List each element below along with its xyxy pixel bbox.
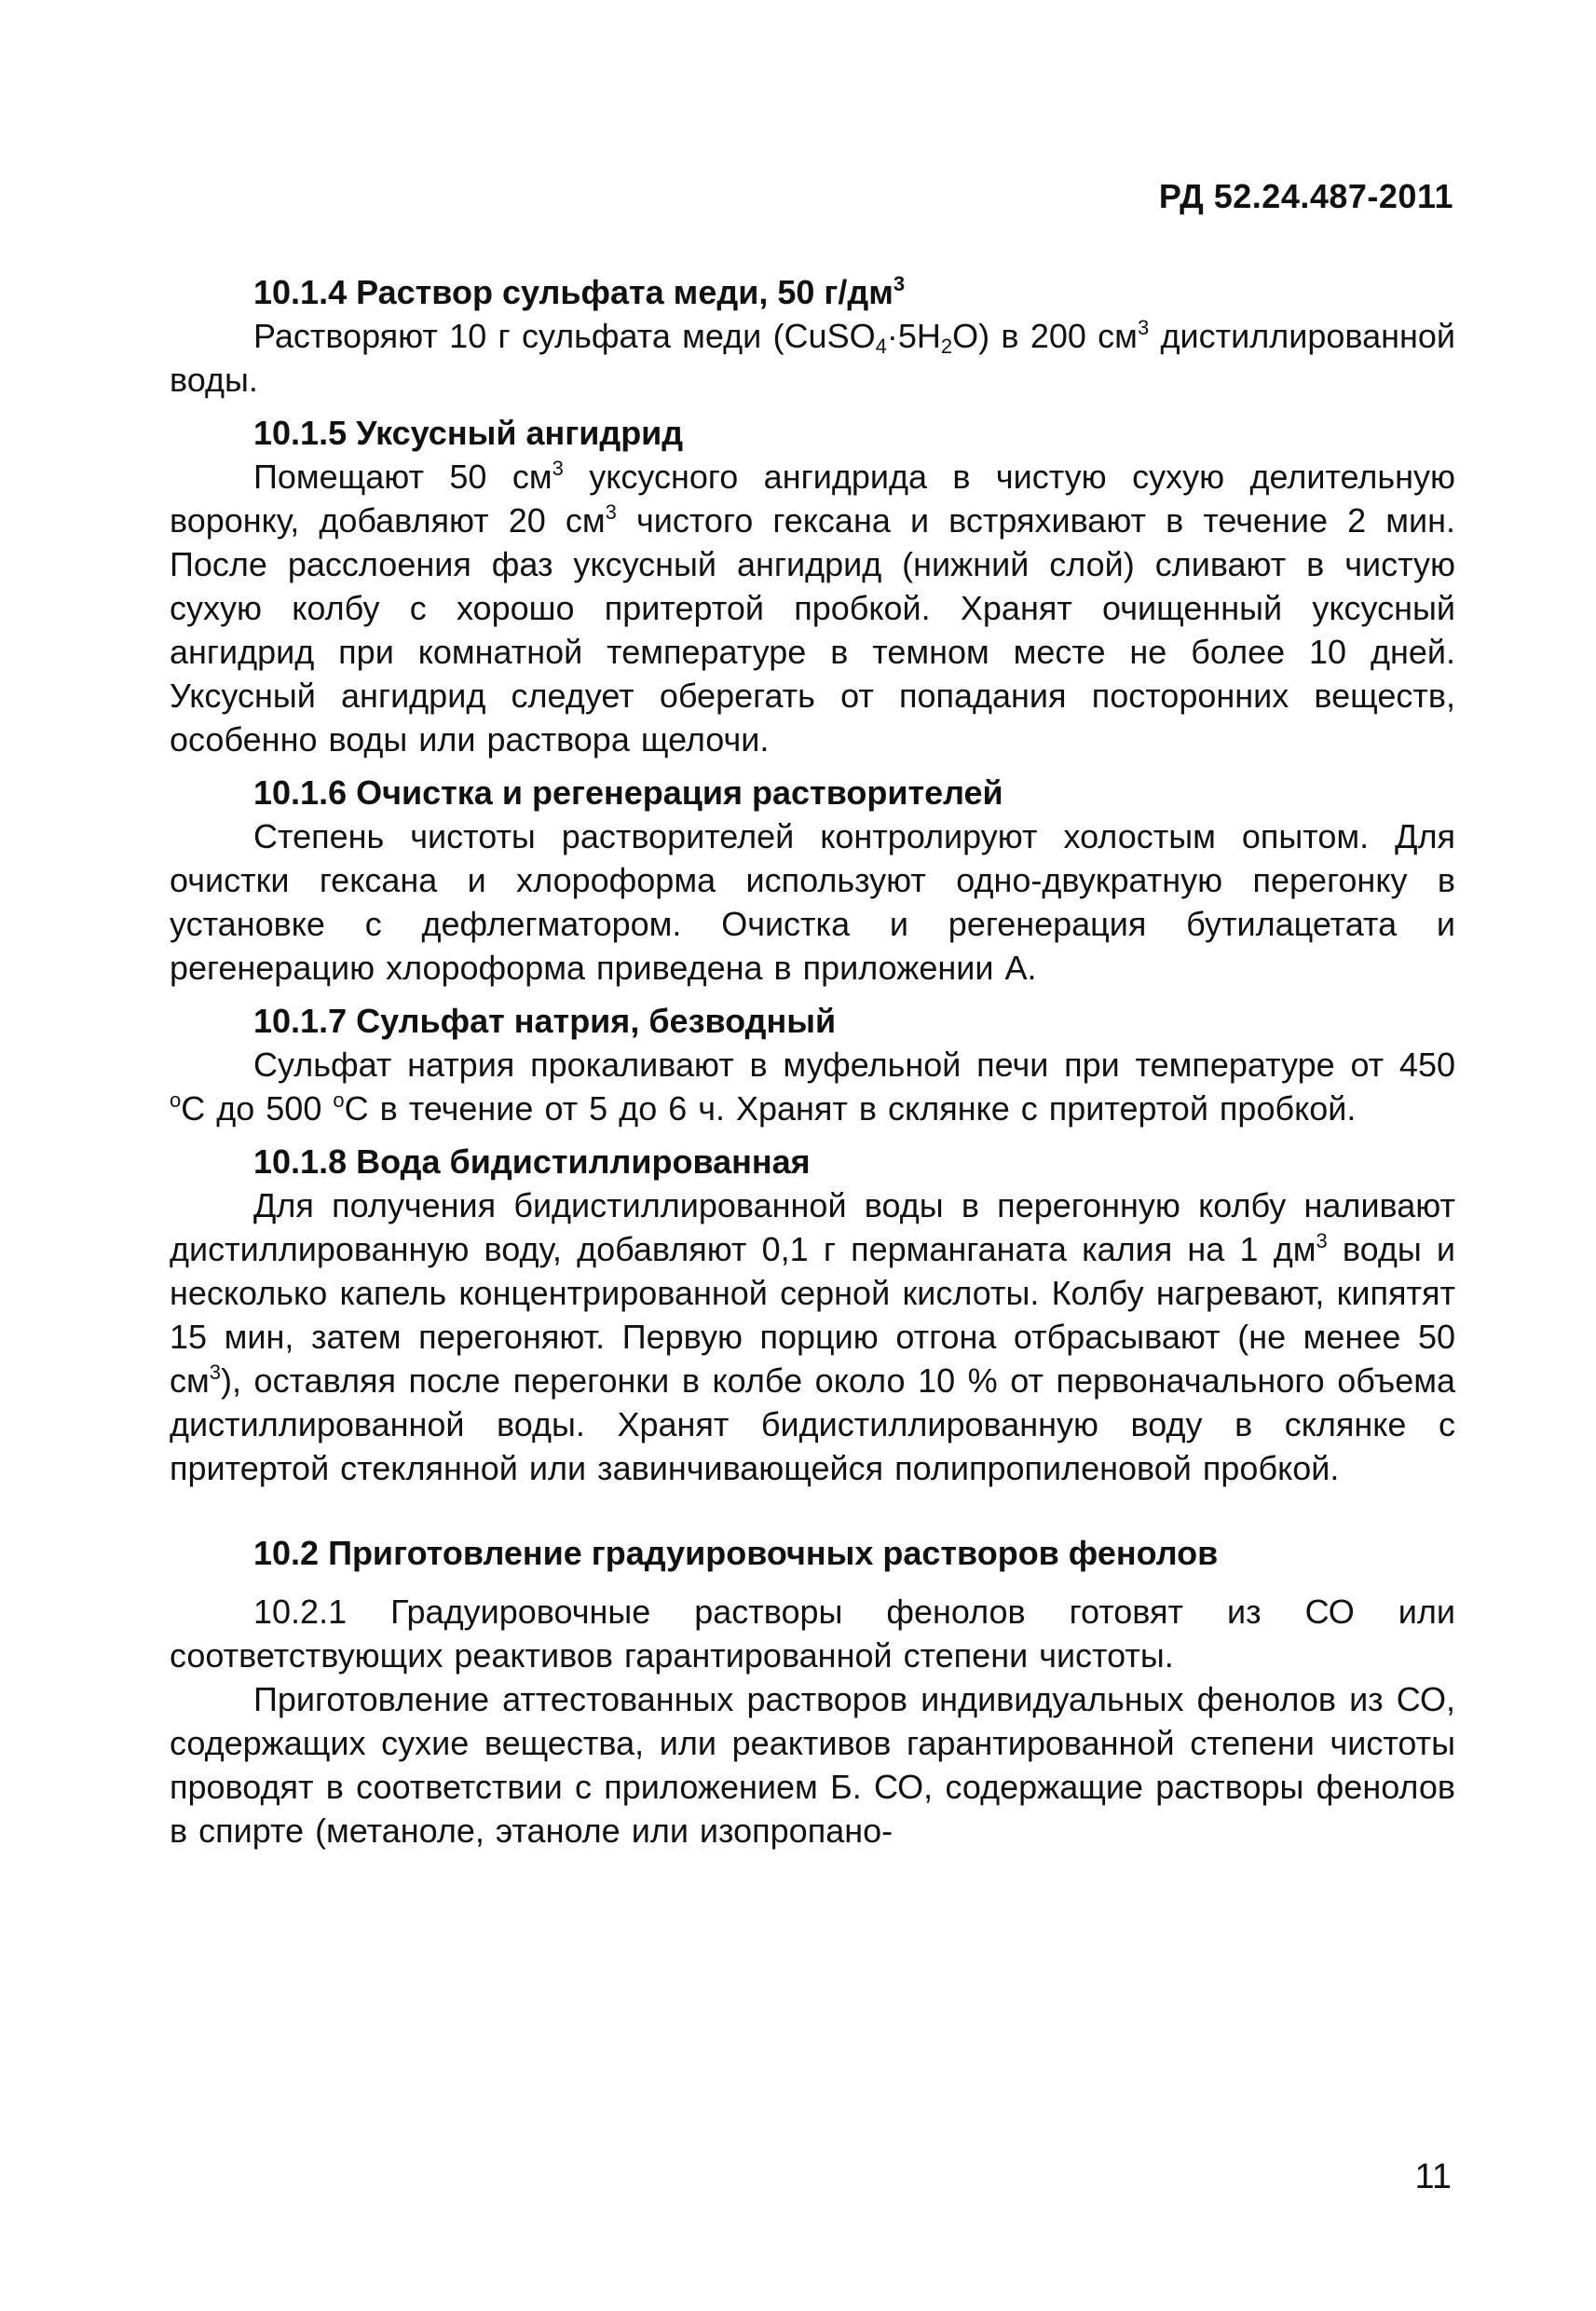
text-run: ), оставляя после перегонки в колбе около 10 % от первоначального объема дистиллированной воды. Хранят бидистиллированную воду в склянке с притертой стеклянной или завинчивающейся полипропиленовой пробкой.: [170, 1361, 1455, 1487]
superscript: 3: [605, 500, 617, 524]
section-heading-10-2: 10.2 Приготовление градуировочных растворов фенолов: [253, 1534, 1219, 1572]
section-heading-10-1-4: [170, 270, 1455, 314]
paragraph-10-1-8: [170, 1183, 1455, 1490]
section-heading-10-1-6: 10.1.6 Очистка и регенерация растворителей: [253, 773, 1003, 812]
heading-text: 10.1.4 Раствор сульфата меди, 50 г/дм: [253, 273, 893, 311]
degree-sign: о: [333, 1088, 345, 1112]
paragraph-10-2-1: 10.2.1 Градуировочные растворы фенолов готовят из СО или соответствующих реактивов гарантированной степени чистоты.: [170, 1593, 1455, 1675]
text-run: С в течение от 5 до 6 ч. Хранят в склянке с притертой пробкой.: [344, 1089, 1357, 1128]
paragraph-10-1-4: [170, 314, 1455, 402]
text-run: уксусного ангидрида в чистую сухую делительную воронку, добавляют 20 см: [170, 458, 1455, 540]
text-run: O) в 200 см: [952, 317, 1138, 355]
subscript: 4: [875, 335, 887, 358]
degree-sign: о: [170, 1088, 182, 1112]
section-heading-10-1-8: 10.1.8 Вода бидистиллированная: [253, 1142, 811, 1181]
text-run: дистиллированной воды.: [170, 317, 1455, 399]
section-heading-10-1-7: 10.1.7 Сульфат натрия, безводный: [253, 1002, 837, 1040]
paragraph-10-1-7: [170, 1043, 1455, 1130]
superscript: 3: [893, 272, 906, 295]
text-run: Растворяют 10 г сульфата меди (CuSO: [253, 317, 876, 355]
document-code: РД 52.24.487-2011: [1158, 177, 1453, 215]
text-run: Сульфат натрия прокаливают в муфельной печи при температуре от 450: [253, 1046, 1455, 1084]
subscript: 2: [940, 335, 953, 358]
text-run: чистого гексана и встряхивают в течение 2 мин. После расслоения фаз уксусный ангидрид (нижний слой) сливают в чистую сухую колбу с хорошо притертой пробкой. Хранят очищенный уксусный ангидрид при комнатной температуре в темном месте не более 10 дней. Уксусный ангидрид следует оберегать от попадания посторонних веществ, особенно воды или раствора щелочи.: [170, 501, 1455, 759]
paragraph-10-1-6: Степень чистоты растворителей контролируют холостым опытом. Для очистки гексана и хлороформа используют одно-двукратную перегонку в установке с дефлегматором. Очистка и регенерация бутилацетата и регенерацию хлороформа приведена в приложении А.: [170, 817, 1455, 987]
page-number: 11: [1414, 2157, 1452, 2196]
superscript: 3: [1316, 1229, 1328, 1252]
text-run: воды и несколько капель концентрированной серной кислоты. Колбу нагревают, кипятят 15 мин, затем перегоняют. Первую порцию отгона отбрасывают (не менее 50 см: [170, 1230, 1455, 1400]
superscript: 3: [552, 457, 564, 480]
paragraph-10-1-5: [170, 455, 1455, 761]
text-run: Для получения бидистиллированной воды в перегонную колбу наливают дистиллированную воду, добавляют 0,1 г перманганата калия на 1 дм: [170, 1186, 1455, 1268]
section-heading-10-1-5: 10.1.5 Уксусный ангидрид: [253, 414, 684, 452]
page-content: [170, 270, 1455, 1853]
paragraph-10-2-2: Приготовление аттестованных растворов индивидуальных фенолов из СО, содержащих сухие вещества, или реактивов гарантированной степени чистоты проводят в соответствии с приложением Б. СО, содержащие растворы фенолов в спирте (метаноле, этаноле или изопропано-: [170, 1680, 1455, 1850]
superscript: 3: [1137, 316, 1150, 339]
superscript: 3: [209, 1361, 221, 1384]
text-run: Помещают 50 см: [253, 458, 552, 496]
text-run: С до 500: [181, 1089, 334, 1128]
text-run: ·5H: [886, 317, 941, 355]
